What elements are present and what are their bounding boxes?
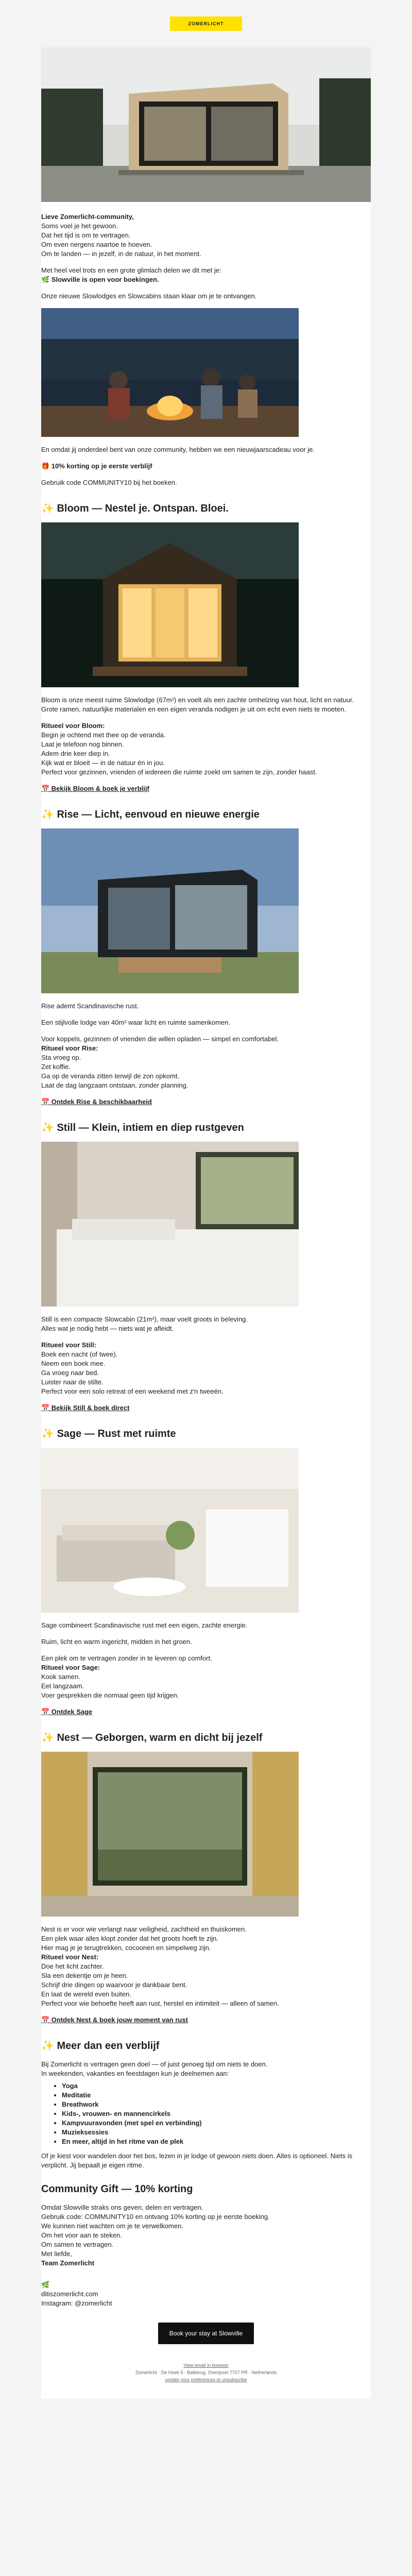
gift-title: Community Gift — 10% korting [41, 2183, 193, 2195]
brand-logo[interactable]: ZOMERLICHT [170, 16, 242, 31]
more-title: ✨ Meer dan een verblijf [41, 2040, 160, 2052]
contact-icon: 🌿 [41, 2281, 50, 2289]
nest-ritual-line: Perfect voor wie behoefte heeft aan rust, herstel en intimiteit — alleen of samen. [41, 1999, 279, 2007]
still-ritual-title: Ritueel voor Still: [41, 1341, 96, 1349]
sage-desc [41, 1621, 371, 1630]
intro-line: Dat het tijd is om te vertragen. [41, 231, 131, 239]
rise-ritual-line: Sta vroeg op. [41, 1054, 81, 1061]
nest-ritual-line: Schrijf drie dingen op waarvoor je dankbaar bent. [41, 1981, 187, 1989]
announcement [41, 266, 371, 284]
website-link[interactable]: ditiszomerlicht.com [41, 2290, 98, 2298]
activity-item: • Breathwork [62, 2100, 371, 2109]
cta-wrap [41, 2323, 371, 2344]
rise-image [41, 828, 299, 993]
sage-image [41, 1448, 299, 1613]
bloom-ritual-line: Adem drie keer diep in. [41, 750, 110, 757]
gift-line: Gebruik code: COMMUNITY10 en ontvang 10% korting op je eerste boeking. [41, 2213, 270, 2221]
rise-ritual [41, 1035, 371, 1090]
bloom-image [41, 522, 299, 687]
hero-image [41, 47, 371, 202]
nest-book-link[interactable]: 📅 Ontdek Nest & boek jouw moment van rust [41, 2016, 188, 2024]
rise-title: ✨ Rise — Licht, eenvoud en nieuwe energie [41, 809, 260, 820]
campfire-image [41, 308, 299, 437]
sage-ritual [41, 1654, 371, 1700]
still-title: ✨ Still — Klein, intiem en diep rustgeven [41, 1122, 244, 1133]
nest-ritual-title: Ritueel voor Nest: [41, 1953, 99, 1961]
still-image [41, 1142, 299, 1307]
promo-code-line: Gebruik code COMMUNITY10 bij het boeken. [41, 479, 177, 486]
promo-code [41, 478, 371, 487]
still-ritual-line: Boek een nacht (of twee). [41, 1350, 118, 1358]
nest-desc-line: Een plek waar alles klopt zonder dat het groots hoeft te zijn. [41, 1935, 218, 1942]
still-ritual [41, 1341, 371, 1396]
still-ritual-line: Perfect voor een solo retreat of een weekend met z'n tweeën. [41, 1387, 224, 1395]
promo-discount [41, 462, 371, 471]
preferences-link[interactable]: update your preferences or unsubscribe [165, 2377, 247, 2382]
announcement-line: Met heel veel trots en een grote glimlach delen we dit met je: [41, 266, 221, 274]
nest-link-row [41, 2015, 371, 2025]
nest-ritual-line: Sla een dekentje om je heen. [41, 1972, 128, 1979]
book-stay-button[interactable]: Book your stay at Slowville [158, 2323, 254, 2344]
activity-item: • Kampvuuravonden (met spel en verbinding) [62, 2119, 371, 2128]
activities-list [41, 2081, 371, 2146]
nest-desc-line: Hier mag je je terugtrekken, cocoonen en simpelweg zijn. [41, 1944, 211, 1952]
still-ritual-line: Ga vroeg naar bed. [41, 1369, 99, 1377]
rise-ritual-line: Zet koffie. [41, 1063, 71, 1071]
sage-desc-2 [41, 1637, 371, 1647]
gift-line: Om het voor aan te steken. [41, 2231, 122, 2239]
gift-line: We kunnen niet wachten om je te verwelkomen. [41, 2222, 183, 2230]
bloom-title: ✨ Bloom — Nestel je. Ontspan. Bloei. [41, 503, 229, 514]
rise-ritual-line: Laat de dag langzaam ontstaan, zonder planning. [41, 1081, 188, 1089]
sage-link-row [41, 1707, 371, 1717]
nest-ritual-line: En laat de wereld even buiten. [41, 1990, 131, 1998]
intro-line: Om even nergens naartoe te hoeven. [41, 241, 152, 248]
activity-item: • En meer, altijd in het ritme van de plek [62, 2137, 371, 2146]
bloom-ritual-title: Ritueel voor Bloom: [41, 722, 105, 730]
bloom-ritual-line: Perfect voor gezinnen, vrienden of iedereen die ruimte zoekt om samen te zijn, zonder haast. [41, 768, 317, 776]
rise-desc [41, 1002, 371, 1011]
sage-title: ✨ Sage — Rust met ruimte [41, 1428, 176, 1439]
intro-section [41, 212, 371, 259]
gift-section [41, 2203, 371, 2268]
email-footer [41, 2362, 371, 2383]
activity-item: • Kids-, vrouwen- en mannencirkels [62, 2109, 371, 2119]
sage-ritual-line: Eet langzaam. [41, 1682, 84, 1690]
more-text: Bij Zomerlicht is vertragen geen doel — of juist genoeg tijd om niets te doen. [41, 2060, 268, 2068]
promo-text: En omdat jij onderdeel bent van onze community, hebben we een nieuwjaarscadeau voor je. [41, 446, 315, 453]
bloom-ritual-line: Begin je ochtend met thee op de veranda. [41, 731, 166, 739]
bloom-ritual [41, 721, 371, 777]
footer-address: Zomerlicht · De Hoek 5 · Balkbrug, Overijssel 7707 PR · Netherlands [135, 2370, 277, 2375]
intro-outro-line: Onze nieuwe Slowlodges en Slowcabins staan klaar om je te ontvangen. [41, 292, 257, 300]
more-text: Of je kiest voor wandelen door het bos, lezen in je lodge of gewoon niets doen. Alles is optioneel. Niets is verplicht. Jij bepaalt je eigen ritme. [41, 2152, 353, 2169]
instagram-link[interactable]: Instagram: @zomerlicht [41, 2299, 112, 2307]
bloom-book-link[interactable]: 📅 Bekijk Bloom & boek je verblijf [41, 785, 149, 792]
more-text: In weekenden, vakanties en feestdagen kun je deelnemen aan: [41, 2070, 229, 2077]
contact-section [41, 2280, 371, 2308]
still-desc-line: Still is een compacte Slowcabin (21m²), maar voelt groots in beleving. [41, 1315, 248, 1323]
activity-item: • Muzieksessies [62, 2128, 371, 2137]
sage-desc-line: Sage combineert Scandinavische rust met een eigen, zachte energie. [41, 1621, 248, 1629]
nest-image [41, 1752, 299, 1917]
still-book-link[interactable]: 📅 Bekijk Still & boek direct [41, 1404, 130, 1412]
intro-outro [41, 292, 371, 301]
bloom-ritual-line: Kijk wat er bloeit — in de natuur én in jou. [41, 759, 165, 767]
intro-line: Om te landen — in jezelf, in de natuur, in het moment. [41, 250, 201, 258]
activity-item: • Meditatie [62, 2091, 371, 2100]
promo-discount-line: 🎁 10% korting op je eerste verblijf [41, 462, 152, 470]
still-ritual-line: Neem een boek mee. [41, 1360, 106, 1367]
still-desc-line: Alles wat je nodig hebt — niets wat je afleidt. [41, 1325, 174, 1332]
rise-desc-line: Een stijlvolle lodge van 40m² waar licht en ruimte samenkomen. [41, 1019, 231, 1026]
email-header [0, 0, 412, 47]
rise-ritual-line: Ga op de veranda zitten terwijl de zon opkomt. [41, 1072, 180, 1080]
promo-section [41, 445, 371, 454]
bloom-link-row [41, 784, 371, 793]
sage-book-link[interactable]: 📅 Ontdek Sage [41, 1708, 93, 1716]
sage-ritual-line: Kook samen. [41, 1673, 80, 1681]
still-desc [41, 1315, 371, 1333]
still-ritual-line: Luister naar de stilte. [41, 1378, 104, 1386]
rise-link-row [41, 1097, 371, 1107]
intro-line: Soms voel je het gewoon. [41, 222, 118, 230]
still-link-row [41, 1403, 371, 1413]
more-section [41, 2060, 371, 2170]
rise-desc-line: Rise ademt Scandinavische rust. [41, 1002, 139, 1010]
bloom-ritual-line: Laat je telefoon nog binnen. [41, 740, 124, 748]
sage-desc-line: Een plek om te vertragen zonder in te leveren op comfort. [41, 1654, 212, 1662]
gift-signoff: Team Zomerlicht [41, 2259, 95, 2267]
rise-desc-line: Voor koppels, gezinnen of vrienden die willen opladen — simpel en comfortabel. [41, 1035, 279, 1043]
nest-title: ✨ Nest — Geborgen, warm en dicht bij jezelf [41, 1732, 263, 1743]
sage-ritual-title: Ritueel voor Sage: [41, 1664, 100, 1671]
rise-ritual-title: Ritueel voor Rise: [41, 1044, 98, 1052]
nest-ritual-line: Doe het licht zachter. [41, 1962, 104, 1970]
activity-item: • Yoga [62, 2081, 371, 2091]
view-in-browser-link[interactable]: View email in browser [183, 2363, 229, 2368]
bloom-desc-text: Bloom is onze meest ruime Slowlodge (67m²) en voelt als een zachte omhelzing van hout, licht en natuur. Grote ramen, natuurlijke materialen en een eigen veranda nodigen je uit om echt even niets te moeten. [41, 696, 354, 713]
email-card [41, 47, 371, 2399]
sage-desc-line: Ruim, licht en warm ingericht, midden in het groen. [41, 1638, 192, 1646]
gift-line: Om samen te vertragen. [41, 2241, 114, 2248]
bloom-desc [41, 696, 371, 714]
greeting: Lieve Zomerlicht-community, [41, 213, 134, 221]
rise-desc-2 [41, 1018, 371, 1027]
nest-desc-line: Nest is er voor wie verlangt naar veiligheid, zachtheid en thuiskomen. [41, 1925, 247, 1933]
announcement-highlight: 🌿 Slowville is open voor boekingen. [41, 276, 159, 283]
gift-line: Omdat Slowville straks ons geven, delen en vertragen. [41, 2204, 203, 2211]
nest-desc [41, 1925, 371, 2008]
rise-book-link[interactable]: 📅 Ontdek Rise & beschikbaarheid [41, 1098, 152, 1106]
gift-line: Met liefde, [41, 2250, 72, 2258]
sage-ritual-line: Voer gesprekken die normaal geen tijd krijgen. [41, 1691, 179, 1699]
